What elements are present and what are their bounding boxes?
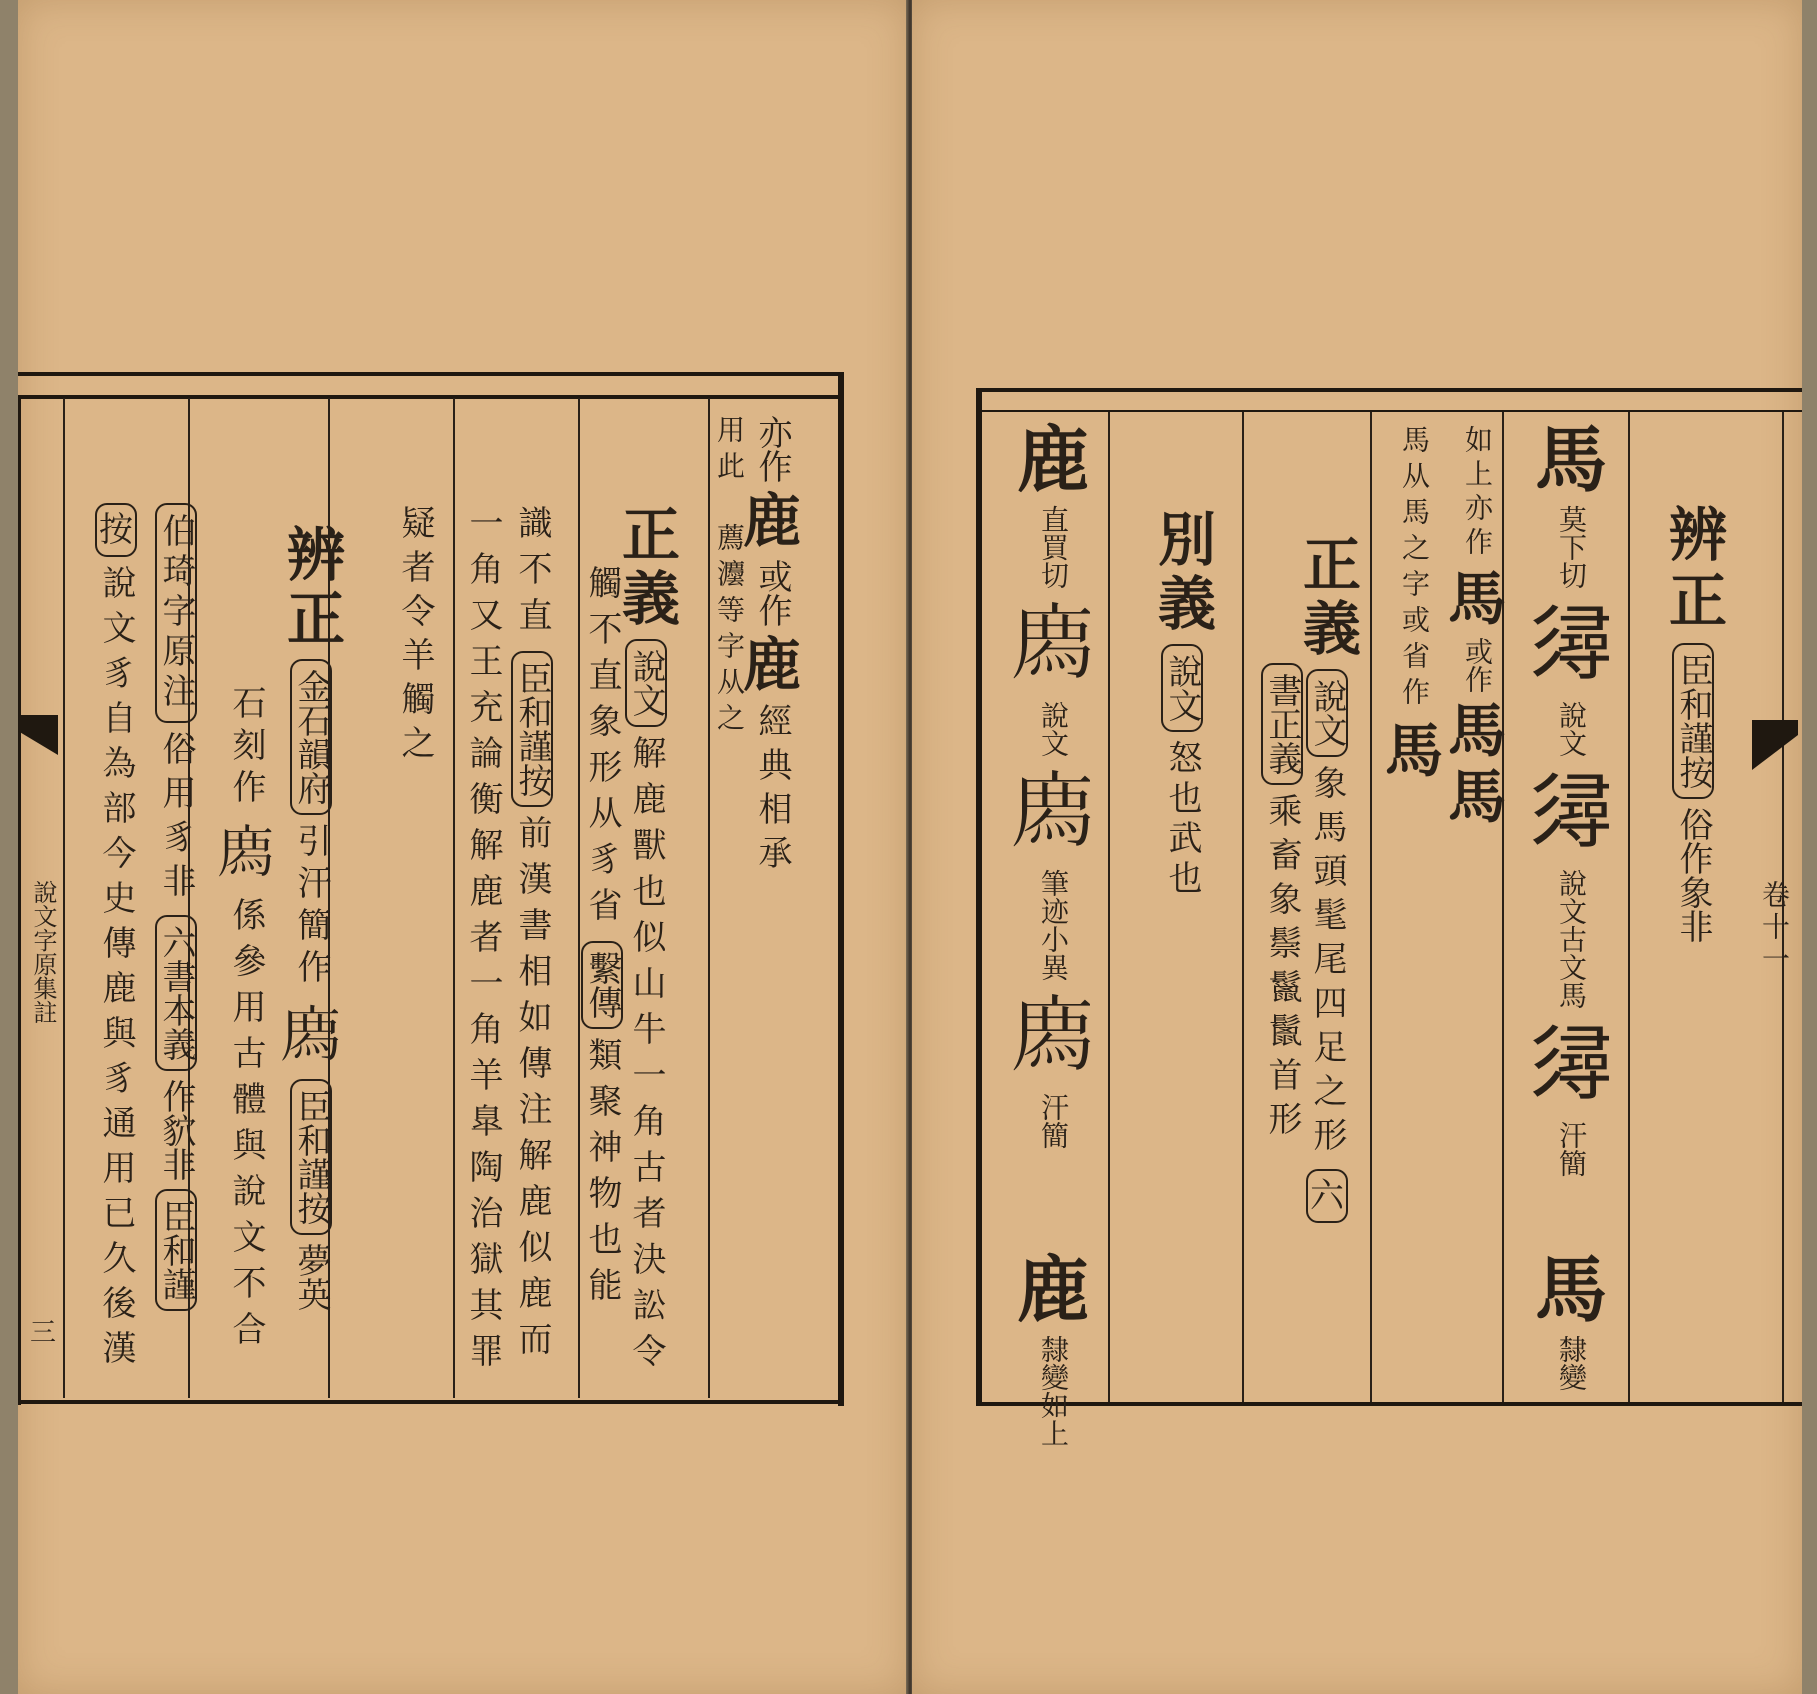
source-tag: 書正義 (1261, 663, 1303, 785)
column-text: 解鹿獸也似山牛一角古者決訟令 (626, 735, 666, 1379)
text-column-R4 (1382, 420, 1446, 784)
text-column-L2 (708, 410, 750, 744)
text-column-L9 (216, 680, 276, 1362)
large-character: 鹿 (742, 631, 801, 699)
glyph-source-label: 隸變如上 (1037, 1335, 1070, 1447)
fishtail-mark (18, 715, 58, 755)
fishtail-mark (1752, 720, 1798, 770)
column-text: 或作 (1461, 637, 1494, 693)
section-heading: 正義 (612, 504, 680, 632)
column-text: 馬从馬之字或省作 (1398, 425, 1431, 713)
source-tag: 說文 (1161, 644, 1203, 732)
large-character: 馬 (1447, 763, 1506, 831)
seal-script-glyph: 𢊁 (1011, 989, 1094, 1084)
column-text: 一角又王充論衡解鹿者一角羊臯陶治獄其罪 (463, 505, 503, 1379)
text-column-L11 (88, 500, 144, 1380)
column-text: 引汗簡作 (291, 823, 331, 991)
column-text: 觸不直象形从豸省 (582, 565, 622, 933)
glyph-source-label: 說文 (1037, 701, 1070, 757)
section-heading: 辨正 (1659, 504, 1727, 636)
clerical-character: 鹿 (1016, 1247, 1089, 1332)
column-text: 夢英 (291, 1243, 331, 1311)
column-text: 類聚神物也能 (582, 1037, 622, 1313)
col-rule (1242, 412, 1244, 1402)
column-text: 疑者令羊觸之 (395, 505, 435, 769)
source-tag: 六 (1306, 1169, 1348, 1223)
seal-script-glyph: 𢊁 (1011, 765, 1094, 860)
volume-margin (1754, 880, 1794, 976)
headword-character: 馬 (1534, 417, 1607, 502)
source-tag: 說文 (1306, 669, 1348, 757)
source-tag: 按 (95, 503, 137, 557)
text-column-L7 (390, 500, 440, 774)
column-text: 俗作象非 (1673, 807, 1713, 943)
column-text: 係參用古體與說文不合 (226, 897, 266, 1357)
glyph-source-label: 筆迹小異 (1037, 869, 1070, 981)
text-column-L6 (458, 500, 508, 1384)
source-tag: 臣和謹 (155, 1189, 197, 1311)
seal-script-glyph: 𢊁 (218, 821, 274, 886)
text-column-R3 (1442, 420, 1512, 830)
glyph-source-label: 說文 (1555, 701, 1588, 757)
column-text: 怒也武也 (1162, 740, 1202, 900)
glyph-source-label: 隸變 (1555, 1335, 1588, 1391)
column-text: 說文豸自為部今史傳鹿與豸通用已久後漢 (96, 565, 136, 1375)
source-tag: 繫傳 (581, 941, 623, 1029)
seal-script-glyph: 𢒫 (1529, 1017, 1612, 1112)
large-character: 馬 (1447, 565, 1506, 633)
frame-inner-top-rule (980, 410, 1802, 412)
left-page (18, 0, 908, 1694)
seal-script-glyph: 𢊁 (281, 1001, 341, 1071)
text-column-L5 (504, 500, 560, 1372)
glyph-source-label: 說文古文馬 (1555, 869, 1588, 1009)
text-column-L8 (273, 520, 349, 1316)
page-number-margin (28, 1320, 58, 1346)
source-tag: 臣和謹按 (511, 651, 553, 807)
column-text: 經典相承 (752, 703, 792, 879)
section-heading: 別義 (1148, 509, 1216, 637)
column-text: 前漢書相如傳注解鹿似鹿而 (512, 815, 552, 1367)
column-text: 石刻作 (226, 685, 266, 811)
pronunciation-note: 莫下切 (1555, 505, 1588, 589)
section-heading: 正義 (1293, 534, 1361, 662)
source-tag: 臣和謹按 (290, 1079, 332, 1235)
book-title-margin (28, 880, 58, 1024)
source-tag: 說文 (625, 639, 667, 727)
frame-top-outer-rule (18, 372, 844, 376)
glyph-source-label: 汗簡 (1555, 1121, 1588, 1177)
large-character: 馬 (1447, 697, 1506, 765)
source-tag: 金石韻府 (290, 659, 332, 815)
source-tag: 六書本義 (155, 915, 197, 1071)
source-tag: 臣和謹按 (1672, 643, 1714, 799)
col-rule (1108, 412, 1110, 1402)
text-column-R6 (1257, 660, 1307, 1150)
column-text: 或作 (752, 559, 792, 627)
column-text: 如上亦作 (1461, 425, 1494, 561)
col-rule (1370, 412, 1372, 1402)
volume-label: 卷十一 (1758, 880, 1791, 976)
col-rule (63, 398, 65, 1398)
col-rule (453, 398, 455, 1398)
column-text: 俗用豸非 (156, 731, 196, 907)
headword-character: 鹿 (1016, 417, 1089, 502)
text-column-L10 (148, 500, 204, 1314)
entry-column-R8 (998, 417, 1108, 1154)
column-text: 識不直 (512, 505, 552, 643)
pronunciation-note: 直買切 (1037, 505, 1070, 589)
entry-column-R8-tail (998, 1247, 1108, 1452)
right-page (912, 0, 1802, 1694)
seal-script-glyph: 𢒫 (1529, 765, 1612, 860)
source-tag: 伯琦字原注 (155, 503, 197, 723)
glyph-source-label: 汗簡 (1037, 1093, 1070, 1149)
text-column-L4 (574, 560, 630, 1318)
seal-script-glyph: 𢒫 (1529, 597, 1612, 692)
frame-right-rule (838, 372, 844, 1406)
clerical-character: 馬 (1534, 1247, 1607, 1332)
text-column-R1 (1650, 500, 1736, 948)
section-heading: 辨正 (277, 524, 345, 652)
page-number: 三 (29, 1318, 56, 1348)
frame-top-rule (980, 388, 1802, 392)
seal-script-glyph: 𢊁 (1011, 597, 1094, 692)
text-column-R7 (1142, 505, 1222, 905)
frame-left-rule (18, 395, 21, 1405)
column-text: 乘畜象鬃鬣鬛首形 (1262, 793, 1302, 1145)
column-text: 用此 薦灋等字从之 (713, 415, 746, 739)
frame-bottom-rule (18, 1400, 844, 1404)
frame-top-rule (18, 395, 844, 399)
large-character: 鹿 (742, 487, 801, 555)
column-text: 亦作 (752, 415, 792, 483)
column-text: 作貁非 (156, 1079, 196, 1181)
column-text: 象馬頭髦尾四足之形 (1307, 765, 1347, 1161)
entry-column-R2 (1512, 417, 1630, 1182)
book-title: 說文字原集註 (29, 880, 57, 1024)
frame-left-rule (976, 388, 982, 1406)
large-character: 馬 (1384, 717, 1443, 785)
entry-column-R2-tail (1512, 1247, 1630, 1396)
